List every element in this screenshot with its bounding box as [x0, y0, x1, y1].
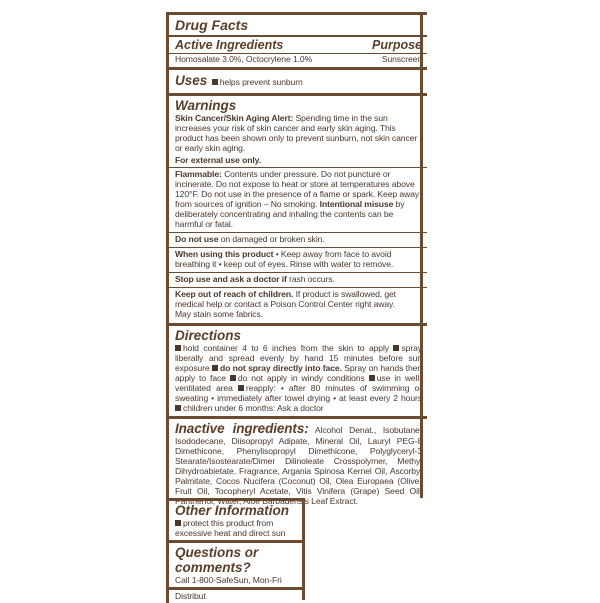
bullet-square-icon [212, 79, 218, 85]
do-not-use-text: on damaged or broken skin. [220, 234, 325, 244]
active-ingredients-section [169, 15, 427, 70]
bullet-square-icon [175, 520, 181, 526]
direction-3: Spray on hands then apply to face [175, 363, 422, 383]
do-not-use-label: Do not use [175, 234, 219, 244]
keep-out-text: If product is swallowed, get medical help or contact a Poison Control Center right away. [175, 289, 396, 309]
bullet-square-icon [175, 405, 181, 411]
bullet-square-icon [230, 375, 236, 381]
stop-use [169, 272, 427, 285]
keep-out-label: Keep out of reach of children. [175, 289, 294, 299]
other-info-right-border [302, 498, 305, 600]
questions-heading: Questions or comments? [175, 545, 259, 575]
when-using-label: When using this product [175, 249, 274, 259]
bullet-square-icon [175, 345, 181, 351]
questions-section [169, 543, 305, 590]
active-ingredients-heading: Active Ingredients [175, 38, 284, 52]
misuse-label: Intentional misuse [319, 199, 394, 209]
direction-6: reapply: • after 80 minutes of swimming or sweating • immediately after towel drying • at least every 2 hours [175, 383, 422, 403]
bullet-square-icon [212, 365, 218, 371]
drug-facts-title: Drug Facts [175, 17, 249, 33]
direction-3-bold: do not spray directly into face. [219, 363, 342, 373]
flammable-text: Contents under pressure. Do not puncture or incinerate. Do not expose to heat or store at temperatures above 120°F. Do not use in the presence of a flame or spark. Keep away from sources of ignition – No smoking. [175, 169, 420, 209]
inactive-text: Alcohol Denat., Isobutane, Isododecane, Diisopropyl Adipate, Mineral Oil, Lauryl PEG-8 Dimethicone, Phenylisopropyl Dimethicone, Polyglyceryl-3 Stearate/Isostearate/Dimer Dilinoleate Crosspolymer, Methyl Dihydroabietate, Fragrance, Argania Spinosa Kernel Oil, Ascorbyl Palmitate, Cocos Nucifera (Coconut) Oil, Olea Europaea (Olive) Fruit Oil, Tocopheryl Acetate, Vitis Vinifera (Grape) Seed Oil, Panthenol, Water, Aloe Barbadensis Leaf Extract. [175, 425, 422, 506]
active-ingredients-value: Homosalate 3.0%, Octocrylene 1.0% [175, 54, 313, 64]
bullet-square-icon [238, 385, 244, 391]
skin-alert-label: Skin Cancer/Skin Aging Alert: [175, 113, 294, 123]
purpose-heading: Purpose [371, 38, 422, 52]
direction-4: do not apply in windy conditions [237, 373, 365, 383]
stop-use-text: rash occurs. [289, 274, 335, 284]
distributed-text: Distribut [175, 591, 206, 601]
inactive-heading: Inactive ingredients: [175, 421, 309, 436]
inactive-ingredients-section [169, 419, 427, 508]
label-right-border [420, 12, 423, 498]
directions-heading: Directions [175, 328, 242, 343]
other-info-panel [166, 498, 305, 603]
warnings-section [169, 96, 427, 326]
uses-heading: Uses [175, 73, 208, 88]
skin-alert [175, 113, 422, 153]
external-use: For external use only. [175, 155, 261, 165]
distributed-section [169, 590, 305, 601]
when-using-text: • Keep away from face to avoid breathing it • keep out of eyes. Rinse with water to remove. [175, 249, 394, 269]
bullet-square-icon [393, 345, 399, 351]
direction-7: children under 6 months: Ask a doctor [183, 403, 324, 413]
direction-5: use in well-ventilated area [175, 373, 422, 393]
keep-out-of-reach [169, 287, 427, 320]
purpose-value: Sunscreen [381, 54, 422, 64]
other-info-heading: Other Information [175, 503, 289, 518]
inactive-ingredients [175, 421, 422, 506]
uses-text: helps prevent sunburn [219, 77, 303, 87]
questions-text: Call 1-800-SafeSun, Mon-Fri [175, 575, 282, 585]
skin-alert-text: Spending time in the sun increases your risk of skin cancer and early skin aging. This product has been shown only to prevent sunburn, not skin cancer or early skin aging. [175, 113, 418, 153]
do-not-use [169, 232, 427, 245]
warnings-heading: Warnings [175, 98, 237, 113]
misuse-text: by deliberately concentrating and inhaling the contents can be harmful or fatal. [175, 199, 405, 229]
flammable-label: Flammable: [175, 169, 222, 179]
flammable-warning [169, 167, 427, 230]
uses-section [169, 70, 427, 96]
other-info-section [169, 501, 305, 543]
direction-2: spray liberally and spread evenly by hand 15 minutes before sun exposure [175, 343, 422, 373]
stop-use-label: Stop use and ask a doctor if [175, 274, 287, 284]
bullet-square-icon [369, 375, 375, 381]
may-stain-text: May stain some fabrics. [175, 309, 263, 319]
directions-section [169, 326, 427, 419]
direction-1: hold container 4 to 6 inches from the skin to apply [183, 343, 389, 353]
other-info-text-row [175, 518, 300, 538]
directions-text [175, 343, 422, 413]
other-info-text: protect this product from excessive heat and direct sun [175, 518, 286, 538]
when-using [169, 247, 427, 270]
